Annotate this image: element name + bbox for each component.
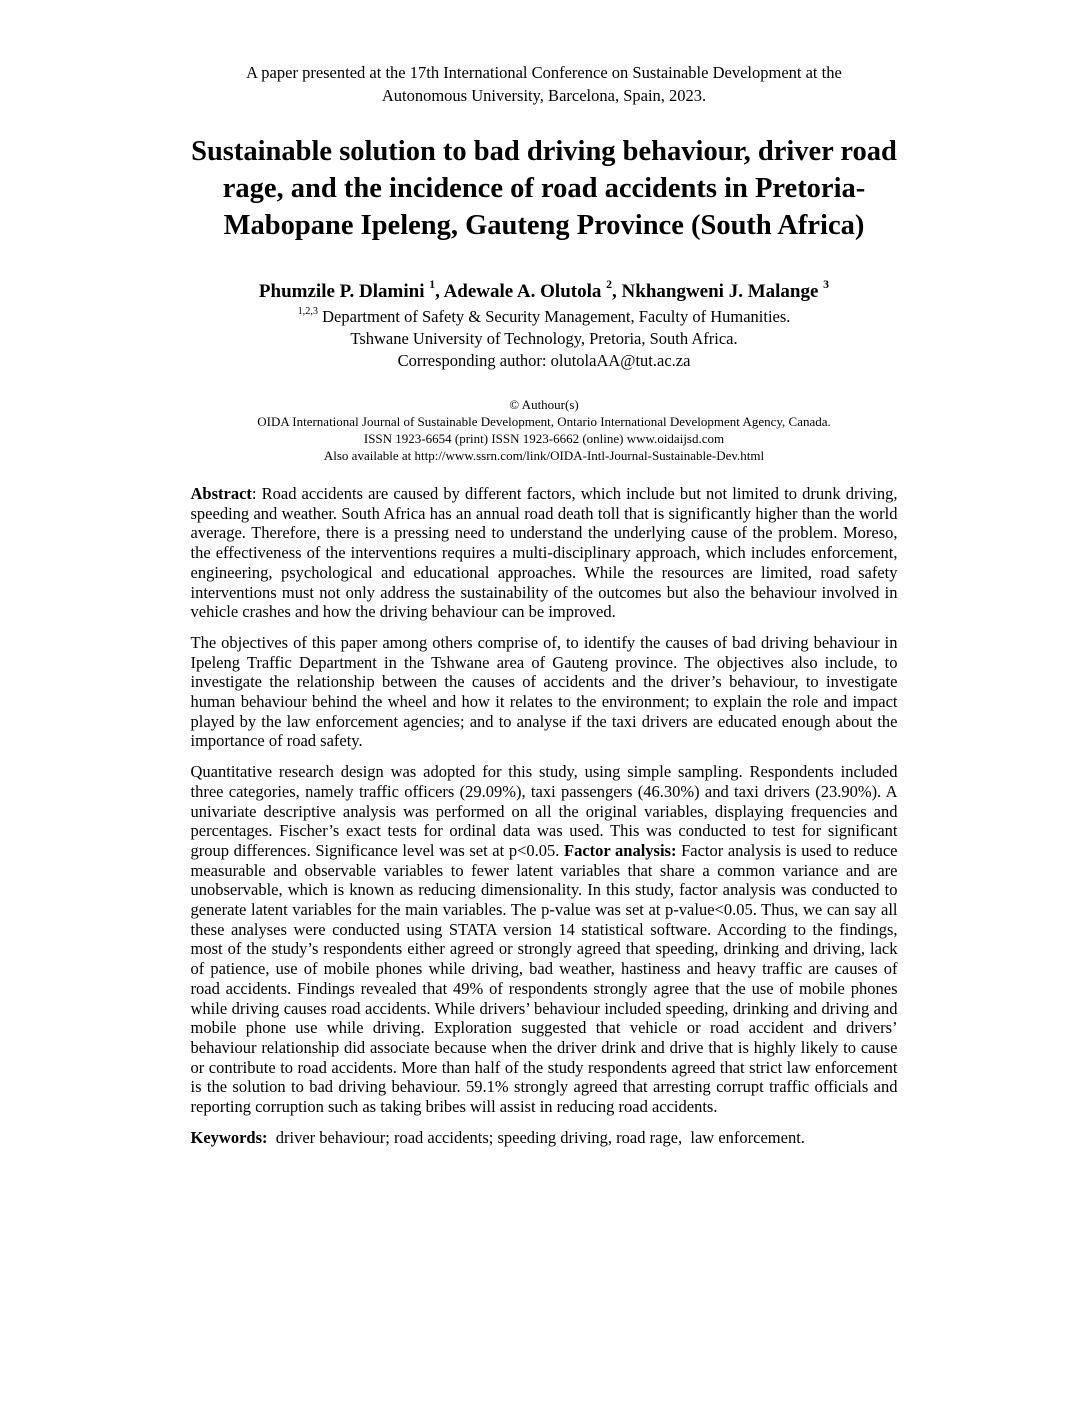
conference-note (0, 0, 1088, 107)
text-line: Sustainable solution to bad driving behaviour, driver road (191, 136, 897, 167)
affiliation-block (0, 306, 1088, 372)
text-line: Autonomous University, Barcelona, Spain, 2023. (381, 86, 707, 105)
text-segment: Quantitative research design was adopted for this study, using simple sampling. Respondents included three categories, namely traffic officers (29.09%), taxi passengers (46.30%) and taxi drivers (23.90%). A univariate descriptive analysis was performed on all the original variables, displaying frequencies and percentages. Fischer’s exact tests for ordinal data was used. This was conducted to test for significant group differences. Significance level was set at p<0.05. (190, 762, 898, 860)
text-line: © Authour(s) (509, 397, 579, 412)
author-superscript: 3 (823, 277, 830, 291)
keywords-line (191, 1128, 898, 1148)
text-line: A paper presented at the 17th International Conference on Sustainable Development at the (246, 63, 842, 82)
text-segment: The objectives of this paper among others comprise of, to identify the causes of bad driving behaviour in Ipeleng Traffic Department in the Tshwane area of Gauteng province. The objectives also include, to investigate the relationship between the causes of accidents and the driver’s behaviour, to investigate human behaviour behind the wheel and how it relates to the environment; to explain the role and impact played by the law enforcement agencies; and to analyse if the taxi drivers are educated enough about the importance of road safety. (190, 632, 898, 751)
affiliation-departments-text: Department of Safety & Security Management, Faculty of Humanities. (318, 307, 791, 326)
keywords-label: Keywords: (190, 1127, 268, 1147)
text-line: rage, and the incidence of road accidents in Pretoria- (222, 173, 866, 204)
affiliation-superscript: 1,2,3 (297, 305, 318, 317)
author-superscript: 1 (429, 277, 436, 291)
text-line: Mabopane Ipeleng, Gauteng Province (South Africa) (223, 210, 865, 241)
text-line: ISSN 1923-6654 (print) ISSN 1923-6662 (online) www.oidaijsd.com (363, 431, 725, 446)
text-line: OIDA International Journal of Sustainable Development, Ontario International Development Agency, Canada. (257, 414, 831, 429)
corresponding-author: Corresponding author: olutolaAA@tut.ac.za (397, 351, 691, 370)
text-segment: : Road accidents are caused by different factors, which include but not limited to drunk driving, speeding and weather. South Africa has an annual road death toll that is significantly higher than the world average. Therefore, there is a pressing need to understand the underlying cause of the problem. Moreso, the effectiveness of the interventions requires a multi-disciplinary approach, which includes enforcement, engineering, psychological and educational approaches. While the resources are limited, road safety interventions must not only address the sustainability of the outcomes but also the behaviour involved in vehicle crashes and how the driving behaviour can be improved. (190, 484, 898, 622)
author-line: Phumzile P. Dlamini $^1$, Adewale A. Olutola $^2$, Nkhangweni J. Malange $^3$ (258, 277, 830, 302)
text-line: Also available at http://www.ssrn.com/link/OIDA-Intl-Journal-Sustainable-Dev.html (323, 448, 765, 463)
affiliation-university: Tshwane University of Technology, Pretoria, South Africa. (350, 329, 738, 348)
abstract-body (191, 484, 898, 1117)
paper-title (114, 133, 974, 244)
body-paragraph (191, 633, 898, 751)
bold-text-segment: Factor analysis: (564, 840, 677, 860)
body-paragraph (191, 762, 898, 1117)
copyright-block (0, 396, 1088, 464)
affiliation-departments (0, 306, 1088, 328)
author-superscript: 2 (606, 277, 613, 291)
keywords-text: driver behaviour; road accidents; speeding driving, road rage, law enforcement. (267, 1127, 805, 1147)
bold-text-segment: Abstract (190, 484, 252, 503)
text-segment: Factor analysis is used to reduce measurable and observable variables to fewer latent variables that share a common variance and are unobservable, which is known as reducing dimensionality. In this study, factor analysis was conducted to generate latent variables for the main variables. The p-value was set at p-value<0.05. Thus, we can say all these analyses were conducted using STATA version 14 statistical software. According to the findings, most of the study’s respondents either agreed or strongly agreed that speeding, drinking and driving, lack of patience, use of mobile phones while driving, bad weather, hastiness and heavy traffic are causes of road accidents. Findings revealed that 49% of respondents strongly agree that the use of mobile phones while driving causes road accidents. While drivers’ behaviour included speeding, drinking and driving and mobile phone use while driving. Exploration suggested that vehicle or road accident and drivers’ behaviour relationship did associate because when the driver drink and drive that is highly likely to cause or contribute to road accidents. More than half of the study respondents agreed that strict law enforcement is the solution to bad driving behaviour. 59.1% strongly agreed that arresting corrupt traffic officials and reporting corruption such as taking bribes will assist in reducing road accidents. (190, 840, 898, 1117)
body-paragraph (191, 484, 898, 622)
